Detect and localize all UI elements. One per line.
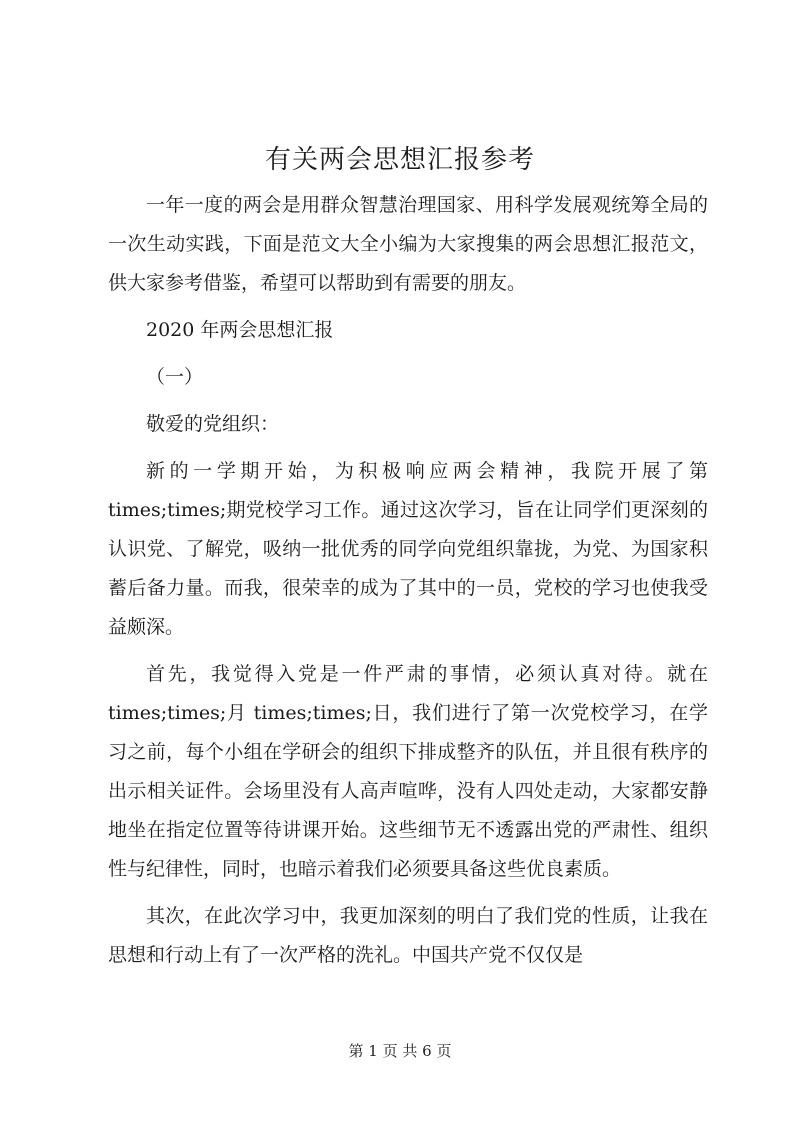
- page-footer: 第 1 页 共 6 页: [348, 1042, 452, 1060]
- body-paragraph: 新的一学期开始，为积极响应两会精神，我院开展了第times;times;期党校学习工作。通过这次学习，旨在让同学们更深刻的认识党、了解党，吸纳一批优秀的同学向党组织靠拢，为党、为国家积蓄后备力量。而我，很荣幸的成为了其中的一员，党校的学习也使我受益颇深。: [108, 460, 708, 638]
- section-number: （一）: [146, 366, 204, 388]
- document-body: [108, 186, 708, 975]
- document-title: 有关两会思想汇报参考: [264, 145, 535, 175]
- intro-paragraph: 一年一度的两会是用群众智慧治理国家、用科学发展观统筹全局的一次生动实践，下面是范文大全小编为大家搜集的两会思想汇报范文，供大家参考借鉴，希望可以帮助到有需要的朋友。: [108, 194, 708, 294]
- salutation: 敬爱的党组织：: [146, 413, 280, 435]
- body-paragraph: 其次，在此次学习中，我更加深刻的明白了我们党的性质，让我在思想和行动上有了一次严格的洗礼。中国共产党不仅仅是: [108, 905, 708, 966]
- section-heading: 2020 年两会思想汇报: [146, 319, 334, 341]
- body-paragraph: 首先，我觉得入党是一件严肃的事情，必须认真对待。就在times;times;月 times;times;日，我们进行了第一次党校学习，在学习之前，每个小组在学研会的组织下排成整齐的队伍，并且很有秩序的出示相关证件。会场里没有人高声喧哗，没有人四处走动，大家都安静地坐在指定位置等待讲课开始。这些细节无不透露出党的严肃性、组织性与纪律性，同时，也暗示着我们必须要具备这些优良素质。: [108, 663, 708, 880]
